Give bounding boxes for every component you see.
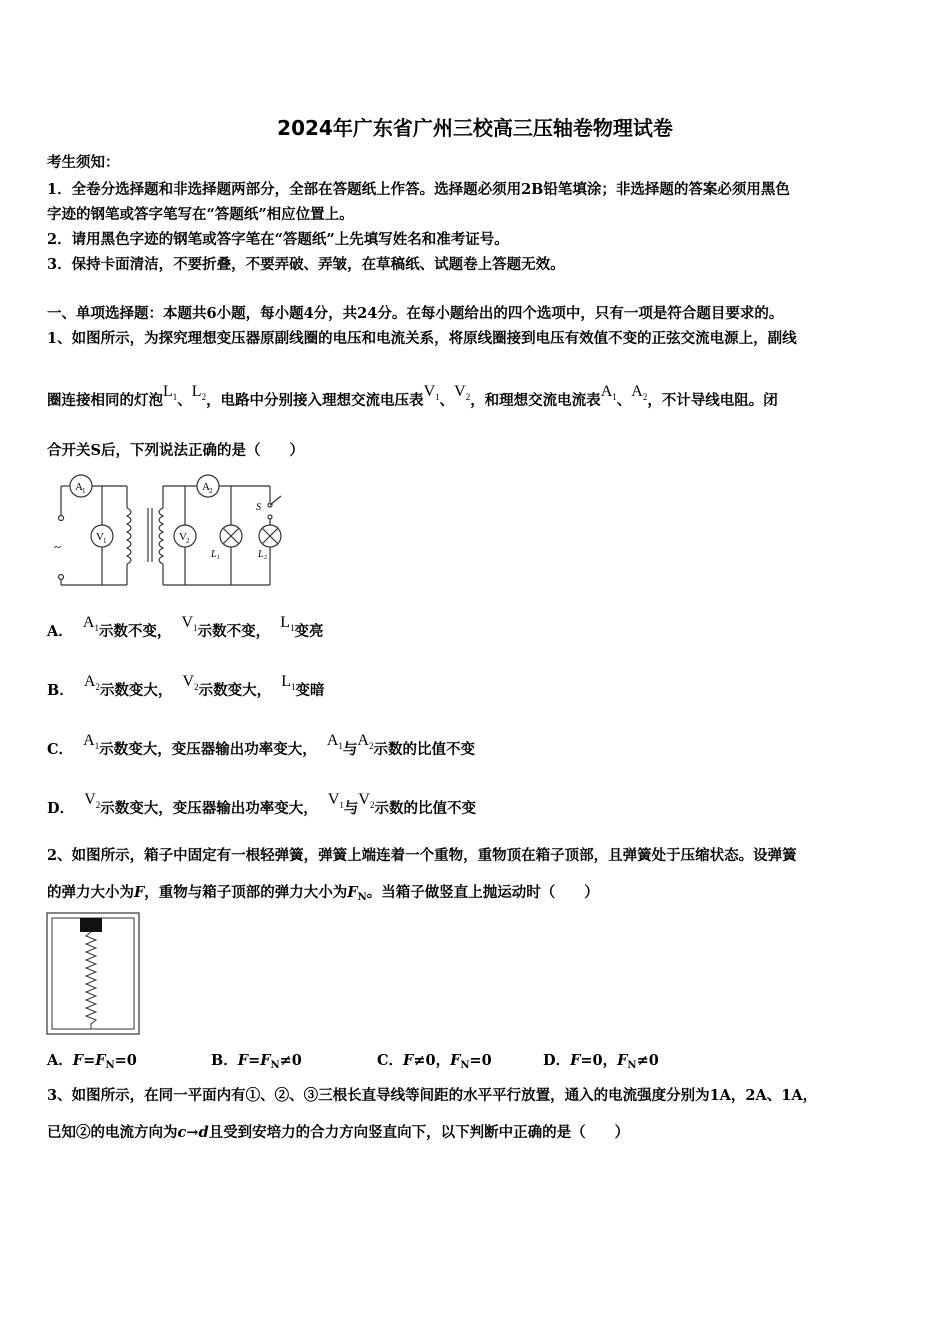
q3-stem-line1: 3、如图所示，在同一平面内有①、②、③三根长直导线等间距的水平平行放置，通入的电流强度分别为1A，2A、1A， <box>47 1087 818 1104</box>
q2-stem-line2: 的弹力大小为F，重物与箱子顶部的弹力大小为$F_N$。当箱子做竖直上抛运动时（ ） <box>47 884 599 903</box>
transformer-circuit-figure <box>45 470 305 595</box>
q1-option-b: B． $A_2$示数变大， $V_2$示数变大， $L_1$变暗 <box>47 673 325 699</box>
switch-s-label: S <box>256 502 261 513</box>
svg-text:1: 1 <box>82 487 86 495</box>
notice-item: 字迹的钢笔或答字笔写在“答题纸”相应位置上。 <box>47 206 354 223</box>
q1-option-c: C． $A_1$示数变大，变压器输出功率变大， $A_1$与$A_2$示数的比值不变 <box>47 732 475 758</box>
q1-option-a: A． $A_1$示数不变， $V_1$示数不变， $L_1$变亮 <box>47 614 324 640</box>
ammeter-a2-label: A <box>202 481 210 493</box>
svg-text:2: 2 <box>264 555 267 561</box>
voltmeter-v2-label: V <box>179 531 187 543</box>
q1-stem-line1: 1、如图所示，为探究理想变压器原副线圈的电压和电流关系，将原线圈接到电压有效值不变的正弦交流电源上，副线 <box>47 330 797 347</box>
lamp-l1-label: L <box>211 549 217 560</box>
q2-option-d: D．F=0，$F_N\ne 0$ <box>543 1052 659 1071</box>
q1-stem-line2: 圈连接相同的灯泡$L_1$、$L_2$，电路中分别接入理想交流电压表$V_1$、$V_2$，和理想交流电流表$A_1$、$A_2$，不计导线电阻。闭 <box>47 383 778 409</box>
svg-text:1: 1 <box>217 555 220 561</box>
svg-text:1: 1 <box>103 537 107 545</box>
notice-item: 3．保持卡面清洁，不要折叠，不要弄破、弄皱，在草稿纸、试题卷上答题无效。 <box>47 256 565 273</box>
section-heading: 一、单项选择题：本题共6小题，每小题4分，共24分。在每小题给出的四个选项中，只有一项是符合题目要求的。 <box>47 305 784 322</box>
notice-item: 2．请用黑色字迹的钢笔或答字笔在“答题纸”上先填写姓名和准考证号。 <box>47 231 509 248</box>
svg-text:2: 2 <box>209 487 213 495</box>
notice-heading: 考生须知： <box>47 154 120 171</box>
lamp-l2-label: L <box>258 549 264 560</box>
q2-stem-line1: 2、如图所示，箱子中固定有一根轻弹簧，弹簧上端连着一个重物，重物顶在箱子顶部，且弹簧处于压缩状态。设弹簧 <box>47 847 797 864</box>
q2-option-c: C．F≠0，$F_N=0$ <box>377 1052 492 1071</box>
svg-text:2: 2 <box>186 537 190 545</box>
notice-item: 1．全卷分选择题和非选择题两部分，全部在答题纸上作答。选择题必须用2B铅笔填涂；非选择题的答案必须用黑色 <box>47 181 790 198</box>
ammeter-a1-label: A <box>75 481 83 493</box>
exam-title: 2024年广东省广州三校高三压轴卷物理试卷 <box>277 116 673 140</box>
q1-option-d: D． $V_2$示数变大，变压器输出功率变大， $V_1$与$V_2$示数的比值不变 <box>47 791 476 817</box>
q1-stem-line3: 合开关S后，下列说法正确的是（ ） <box>47 442 304 459</box>
voltmeter-v1-label: V <box>96 531 104 543</box>
spring-box-figure <box>46 912 141 1036</box>
ac-source-symbol: ~ <box>54 539 62 554</box>
q3-stem-line2: 已知②的电流方向为c→d且受到安培力的合力方向竖直向下，以下判断中正确的是（ ） <box>47 1124 630 1141</box>
q2-option-a: A．$F=F_N=0$ <box>47 1052 137 1071</box>
q2-option-b: B．$F=F_N\ne 0$ <box>211 1052 302 1071</box>
